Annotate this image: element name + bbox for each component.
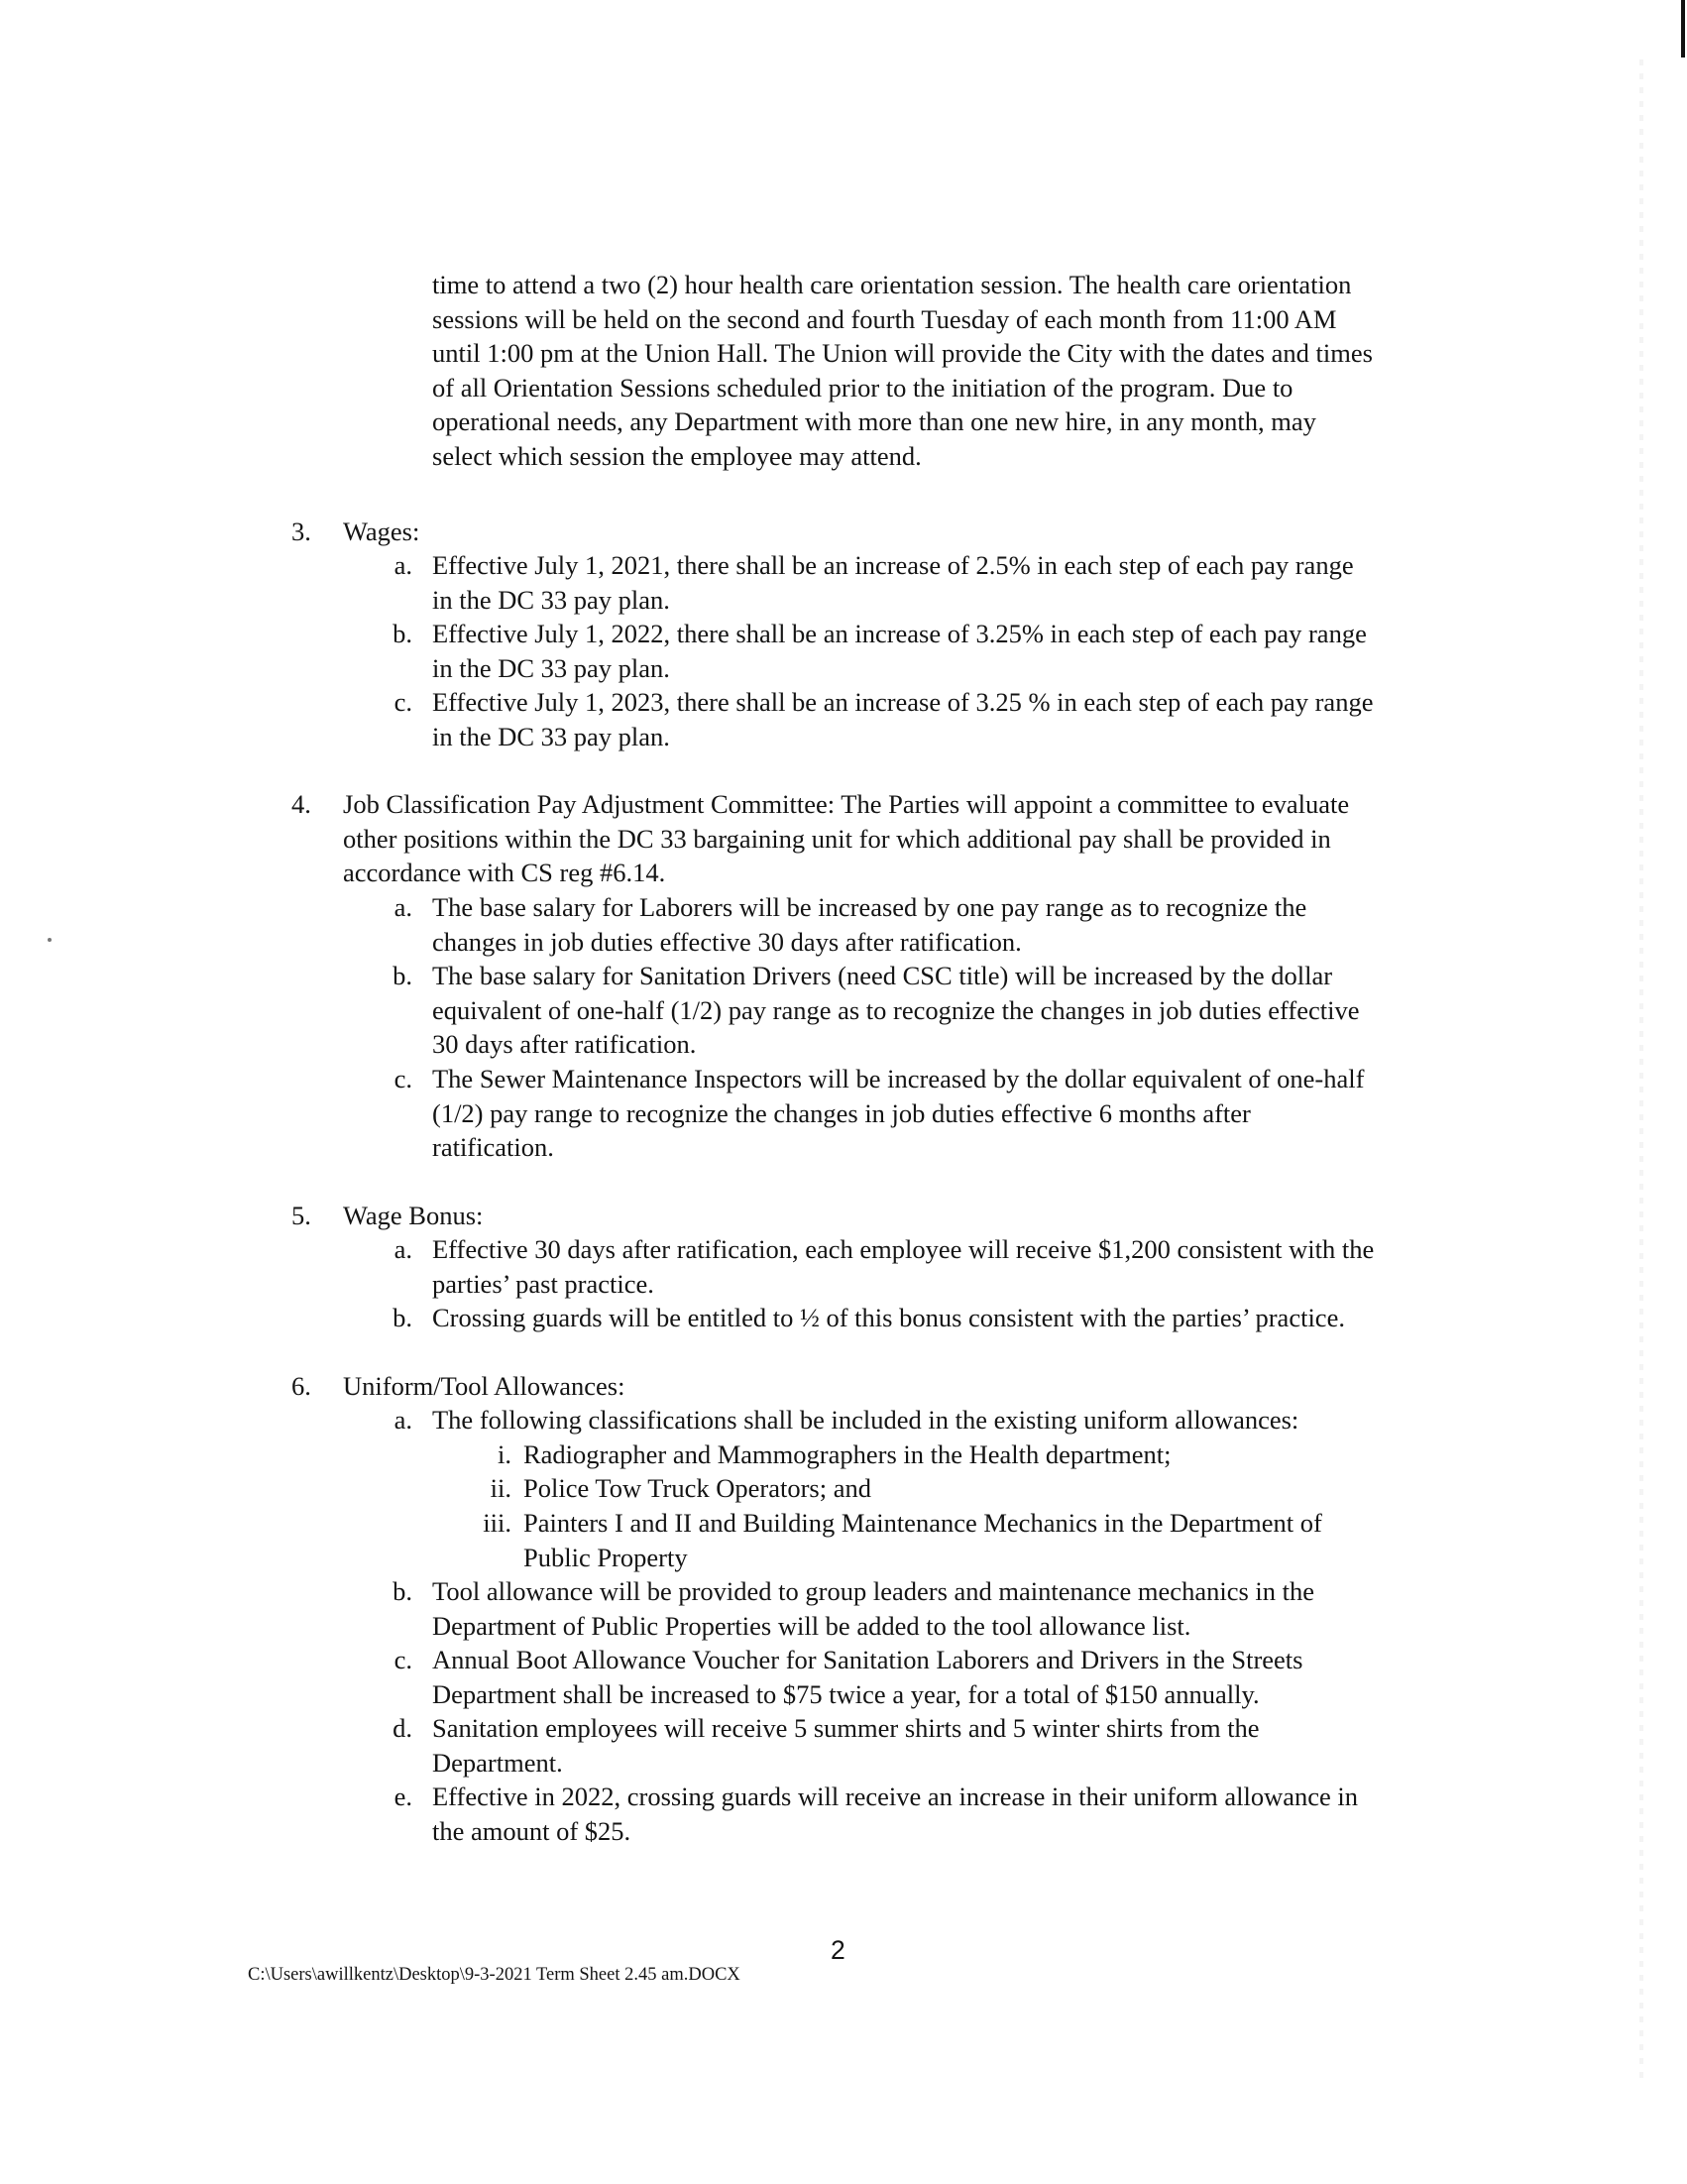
section-number: 4. bbox=[291, 789, 311, 819]
item-line: The base salary for Sanitation Drivers (need CSC title) will be increased by the dollar bbox=[432, 961, 1333, 990]
list-item bbox=[432, 1574, 1433, 1643]
heading-line: accordance with CS reg #6.14. bbox=[343, 858, 666, 888]
roman-label: iii. bbox=[483, 1508, 511, 1538]
scan-speck bbox=[48, 938, 52, 942]
list-item bbox=[432, 1232, 1433, 1301]
list-item bbox=[432, 1643, 1433, 1711]
roman-label: i. bbox=[498, 1439, 511, 1469]
heading-line: other positions within the DC 33 bargaining unit for which additional pay shall be provided in bbox=[343, 823, 1331, 854]
item-line: equivalent of one-half (1/2) pay range as to recognize the changes in job duties effective bbox=[432, 994, 1360, 1025]
list-item bbox=[432, 1062, 1433, 1165]
item-line: Tool allowance will be provided to group leaders and maintenance mechanics in the bbox=[432, 1576, 1315, 1606]
item-line: ratification. bbox=[432, 1132, 554, 1163]
item-label: c. bbox=[394, 687, 412, 717]
item-line: Public Property bbox=[523, 1542, 688, 1572]
item-line: Department shall be increased to $75 twice a year, for a total of $150 annually. bbox=[432, 1678, 1260, 1709]
list-item bbox=[432, 1301, 1433, 1335]
item-line: in the DC 33 pay plan. bbox=[432, 721, 670, 751]
list-item bbox=[432, 617, 1433, 685]
item-label: a. bbox=[394, 550, 412, 580]
item-line: Effective July 1, 2023, there shall be an increase of 3.25 % in each step of each pay range bbox=[432, 687, 1374, 717]
item-label: d. bbox=[393, 1713, 412, 1743]
heading-line: Job Classification Pay Adjustment Committee: The Parties will appoint a committee to evaluate bbox=[343, 789, 1350, 819]
section-heading: Wages: bbox=[343, 517, 420, 546]
list-item bbox=[432, 685, 1433, 753]
item-label: e. bbox=[394, 1782, 412, 1811]
item-line: Painters I and II and Building Maintenance Mechanics in the Department of bbox=[523, 1508, 1322, 1538]
roman-item bbox=[523, 1437, 1415, 1472]
intro-line: sessions will be held on the second and fourth Tuesday of each month from 11:00 AM bbox=[432, 303, 1337, 334]
item-line: Sanitation employees will receive 5 summer shirts and 5 winter shirts from the bbox=[432, 1713, 1260, 1743]
item-line: Effective July 1, 2021, there shall be an increase of 2.5% in each step of each pay range bbox=[432, 550, 1354, 580]
list-item bbox=[432, 1711, 1433, 1780]
list-item bbox=[432, 1780, 1433, 1848]
section-heading bbox=[343, 787, 1433, 890]
list-item bbox=[432, 548, 1433, 617]
item-line: changes in job duties effective 30 days after ratification. bbox=[432, 926, 1022, 957]
page-number: 2 bbox=[831, 1935, 845, 1965]
item-line: Department. bbox=[432, 1747, 563, 1778]
item-line: in the DC 33 pay plan. bbox=[432, 584, 670, 615]
item-line: Effective 30 days after ratification, each employee will receive $1,200 consistent with the bbox=[432, 1234, 1375, 1264]
roman-label: ii. bbox=[490, 1473, 511, 1503]
item-label: a. bbox=[394, 892, 412, 922]
item-line: Department of Public Properties will be added to the tool allowance list. bbox=[432, 1610, 1191, 1641]
item-label: b. bbox=[393, 619, 412, 648]
roman-item bbox=[523, 1506, 1415, 1574]
list-item bbox=[432, 1403, 1433, 1437]
item-line: parties’ past practice. bbox=[432, 1268, 654, 1299]
section-heading: Uniform/Tool Allowances: bbox=[343, 1371, 625, 1401]
item-line: Crossing guards will be entitled to ½ of this bonus consistent with the parties’ practice. bbox=[432, 1303, 1345, 1332]
section-number: 6. bbox=[291, 1371, 311, 1401]
item-line: (1/2) pay range to recognize the changes in job duties effective 6 months after bbox=[432, 1097, 1251, 1128]
section-number: 3. bbox=[291, 517, 311, 546]
item-line: The following classifications shall be included in the existing uniform allowances: bbox=[432, 1405, 1299, 1435]
item-line: Effective in 2022, crossing guards will receive an increase in their uniform allowance in bbox=[432, 1782, 1359, 1811]
item-label: b. bbox=[393, 961, 412, 990]
section-heading: Wage Bonus: bbox=[343, 1201, 484, 1230]
intro-line: select which session the employee may attend. bbox=[432, 440, 922, 471]
roman-item bbox=[523, 1471, 1415, 1506]
footer-file-path: C:\Users\awillkentz\Desktop\9-3-2021 Term Sheet 2.45 am.DOCX bbox=[248, 1965, 740, 1985]
item-label: b. bbox=[393, 1303, 412, 1332]
intro-line: of all Orientation Sessions scheduled prior to the initiation of the program. Due to bbox=[432, 372, 1293, 402]
intro-line: time to attend a two (2) hour health care orientation session. The health care orientation bbox=[432, 270, 1352, 299]
scan-margin-artifact bbox=[1639, 59, 1643, 2082]
item-line: Annual Boot Allowance Voucher for Sanitation Laborers and Drivers in the Streets bbox=[432, 1645, 1303, 1674]
item-line: The base salary for Laborers will be increased by one pay range as to recognize the bbox=[432, 892, 1307, 922]
item-label: a. bbox=[394, 1405, 412, 1435]
list-item bbox=[432, 890, 1433, 959]
item-label: b. bbox=[393, 1576, 412, 1606]
item-line: the amount of $25. bbox=[432, 1815, 631, 1846]
intro-line: operational needs, any Department with more than one new hire, in any month, may bbox=[432, 406, 1316, 437]
item-line: Effective July 1, 2022, there shall be an increase of 3.25% in each step of each pay range bbox=[432, 619, 1367, 648]
item-line: 30 days after ratification. bbox=[432, 1029, 697, 1060]
list-item bbox=[432, 959, 1433, 1062]
item-line: Police Tow Truck Operators; and bbox=[523, 1473, 871, 1503]
item-label: c. bbox=[394, 1064, 412, 1093]
item-line: in the DC 33 pay plan. bbox=[432, 652, 670, 683]
item-label: a. bbox=[394, 1234, 412, 1264]
item-line: Radiographer and Mammographers in the Health department; bbox=[523, 1439, 1172, 1469]
scan-edge-mark bbox=[1681, 0, 1685, 57]
section-number: 5. bbox=[291, 1201, 311, 1230]
item-line: The Sewer Maintenance Inspectors will be increased by the dollar equivalent of one-half bbox=[432, 1064, 1365, 1093]
intro-line: until 1:00 pm at the Union Hall. The Union will provide the City with the dates and times bbox=[432, 338, 1373, 369]
intro-paragraph bbox=[432, 268, 1433, 474]
item-label: c. bbox=[394, 1645, 412, 1674]
